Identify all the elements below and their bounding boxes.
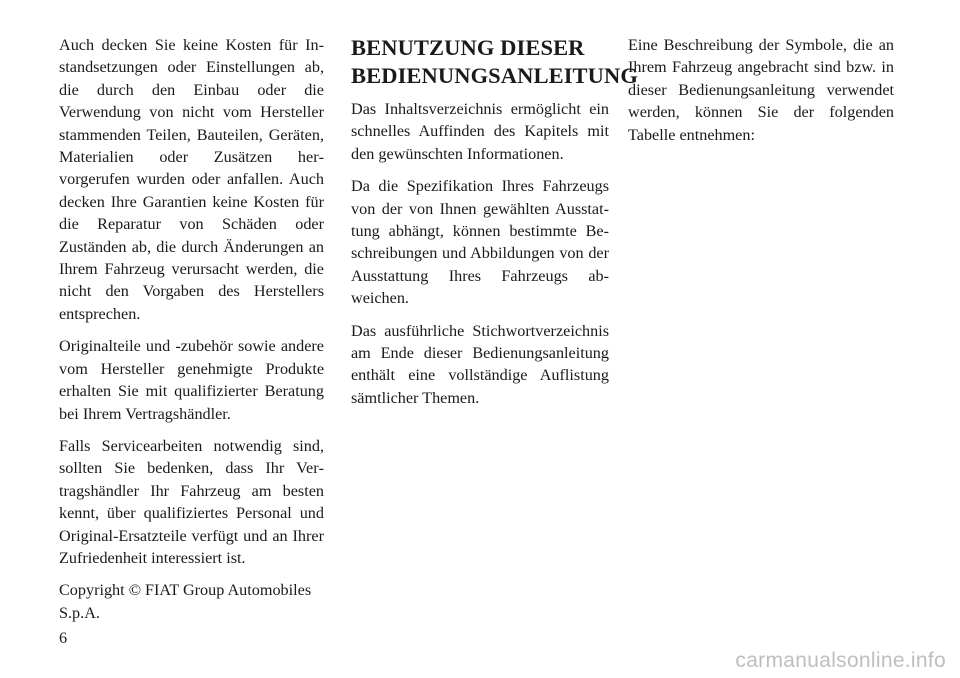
page-number: 6 — [59, 629, 68, 647]
middle-text-column — [351, 34, 638, 419]
body-paragraph-index: Das ausführliche Stichwortverzeichnis am Ende dieser Bedienungsanleitung enthält eine vollständige Auflistung sämtlicher Themen. — [351, 321, 609, 407]
body-paragraph-table-of-contents: Das Inhaltsverzeichnis ermöglicht ein schnelles Auffinden des Kapitels mit den gewünschten Informationen. — [351, 100, 609, 163]
copyright-notice: Copyright © FIAT Group Automobiles S.p.A. — [59, 581, 312, 622]
left-text-column — [59, 34, 324, 634]
section-heading: BENUTZUNG DIESER BEDIENUNGSANLEITUNG — [351, 35, 638, 88]
body-paragraph-specification: Da die Spezifikation Ihres Fahrzeugs von der von Ihnen gewählten Ausstattung abhängt, können bestimmte Beschreibungen und Abbildungen von der Ausstattung Ihres Fahrzeugs abweichen. — [351, 177, 609, 308]
body-paragraph-warranty-costs: Auch decken Sie keine Kosten für Instandsetzungen oder Einstellungen ab, die durch den Einbau oder die Verwendung von nicht vom Hersteller stammenden Teilen, Bauteilen, Geräten, Materialien oder Zusätzen hervorgerufen wurden oder anfallen. Auch decken Ihre Garantien keine Kosten für die Reparatur von Schäden oder Zuständen ab, die durch Änderungen an Ihrem Fahrzeug verursacht werden, die nicht den Vorgaben des Herstellers entsprechen. — [59, 36, 324, 323]
body-paragraph-original-parts: Originalteile und -zubehör sowie andere vom Hersteller genehmigte Produkte erhalten Sie mit qualifizierter Beratung bei Ihrem Vertragshändler. — [59, 337, 324, 423]
right-text-column — [628, 34, 894, 156]
body-paragraph-service-work: Falls Servicearbeiten notwendig sind, sollten Sie bedenken, dass Ihr Vertragshändler Ihr Fahrzeug am besten kennt, über qualifiziertes Personal und Original-Ersatzteile verfügt und an Ihrer Zufriedenheit interessiert ist. — [59, 436, 324, 567]
body-paragraph-symbols: Eine Beschreibung der Symbole, die an Ihrem Fahrzeug angebracht sind bzw. in dieser Bedienungsanleitung verwendet werden, können Sie der folgenden Tabelle entnehmen: — [628, 36, 894, 144]
watermark: carmanualsonline.info — [735, 649, 946, 672]
